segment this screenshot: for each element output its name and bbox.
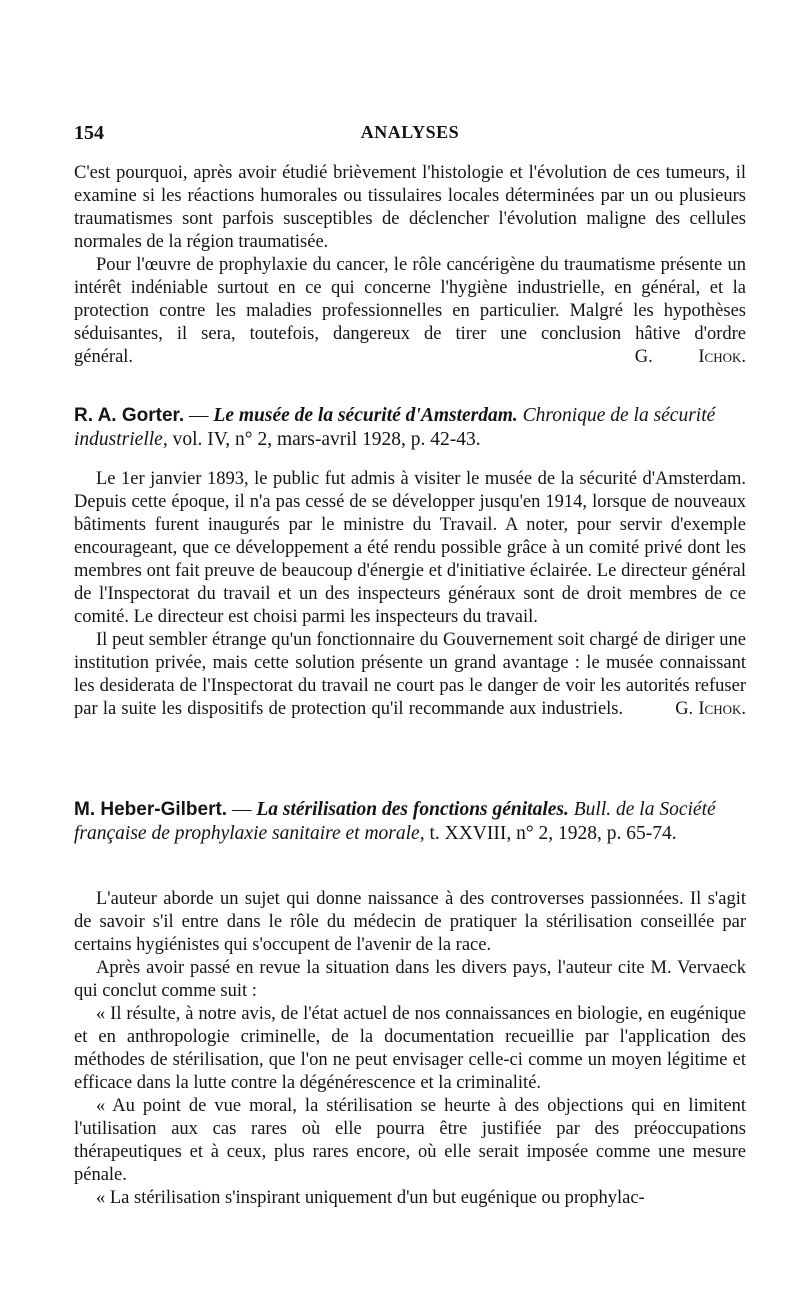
running-head: ANALYSES bbox=[360, 122, 460, 142]
article-1-author: R. A. Gorter. bbox=[74, 405, 185, 426]
article-1-dash: — bbox=[184, 405, 214, 426]
intro-paragraph-2 bbox=[74, 254, 746, 369]
article-2-title: La stérilisation des fonctions génitales. bbox=[256, 799, 569, 820]
article-2-body bbox=[74, 888, 746, 1210]
article-1-paragraph-2 bbox=[74, 629, 746, 721]
signature: G. Ichok. bbox=[675, 699, 746, 719]
article-2-author: M. Heber-Gilbert. bbox=[74, 799, 228, 820]
article-1-reference bbox=[74, 404, 746, 452]
article-1-details: vol. IV, n° 2, mars-avril 1928, p. 42-43. bbox=[167, 429, 481, 450]
article-2-paragraph-2: Après avoir passé en revue la situation dans les divers pays, l'auteur cite M. Vervaeck qui conclut comme suit : bbox=[74, 958, 746, 1001]
article-2-paragraph-1: L'auteur aborde un sujet qui donne naissance à des controverses passionnées. Il s'agit de savoir s'il entre dans le rôle du médecin de pratiquer la stérilisation conseillée par certains hygiénistes qui s'occupent de l'avenir de la race. bbox=[74, 889, 746, 955]
intro-paragraph-2-text: Pour l'œuvre de prophylaxie du cancer, le rôle cancérigène du traumatisme présente un intérêt indéniable surtout en ce qui concerne l'hygiène industrielle, en général, et la protection contre les maladies professionnelles en particulier. Malgré les hypothèses séduisantes, il sera, toutefois, dangereux de tirer une conclusion hâtive d'ordre général. bbox=[74, 255, 746, 367]
article-2-reference bbox=[74, 798, 746, 846]
article-1-paragraph-1: Le 1er janvier 1893, le public fut admis à visiter le musée de la sécurité d'Amsterdam. Depuis cette époque, il n'a pas cessé de se développer jusqu'en 1914, lorsque de nouveaux bâtiments furent inaugurés par le ministre du Travail. A noter, pour servir d'exemple encourageant, que ce développement a été rendu possible grâce à un comité privé dont les membres ont fait preuve de beaucoup d'énergie et d'initiative éclairée. Le directeur général de l'Inspectorat du travail et un des inspecteurs généraux sont de droit membres de ce comité. Le directeur est choisi parmi les inspecteurs du travail. bbox=[74, 469, 746, 627]
page-number: 154 bbox=[74, 122, 104, 144]
article-2-paragraph-4: « Au point de vue moral, la stérilisation se heurte à des objections qui en limitent l'utilisation aux cas rares où elle pourra être justifiée par des préoccupations thérapeutiques et à ceux, plus rares encore, où elle serait imposée comme une mesure pénale. bbox=[74, 1096, 746, 1185]
article-2-details-2: n° 2, 1928, p. 65-74. bbox=[516, 823, 677, 844]
article-2-details-1: t. XXVIII, bbox=[424, 823, 512, 844]
article-2-dash: — bbox=[227, 799, 257, 820]
intro-section bbox=[74, 162, 746, 369]
article-1-title: Le musée de la sécurité d'Amsterdam. bbox=[213, 405, 518, 426]
article-2-paragraph-3: « Il résulte, à notre avis, de l'état actuel de nos connaissances en biologie, en eugénique et en anthropologie criminelle, de la documentation recueillie par l'application des méthodes de stérilisation, que l'on ne peut envisager celle-ci comme un moyen légitime et efficace dans la lutte contre la dégénérescence et la criminalité. bbox=[74, 1004, 746, 1093]
article-2-paragraph-5: « La stérilisation s'inspirant uniquement d'un but eugénique ou prophylac- bbox=[96, 1188, 645, 1208]
article-2-journal: Bull. de la Société française de prophylaxie sanitaire et morale, bbox=[74, 799, 716, 844]
page-header bbox=[74, 122, 746, 150]
article-1-journal: Chronique de la sécurité industrielle, bbox=[74, 405, 716, 450]
article-1-body bbox=[74, 468, 746, 721]
signature: G. Ichok. bbox=[634, 347, 746, 367]
intro-paragraph-1: C'est pourquoi, après avoir étudié brièvement l'histologie et l'évolution de ces tumeurs, il examine si les réactions humorales ou tissulaires locales déterminées par un ou plusieurs traumatismes sont parfois susceptibles de déclencher l'évolution maligne des cellules normales de la région traumatisée. bbox=[74, 163, 746, 252]
article-1-paragraph-2-text: Il peut sembler étrange qu'un fonctionnaire du Gouvernement soit chargé de diriger une institution privée, mais cette solution présente un grand avantage : le musée connaissant les desiderata de l'Inspectorat du travail ne court pas le danger de voir les autorités refuser par la suite les dispositifs de protection qu'il recommande aux industriels. bbox=[74, 630, 746, 719]
